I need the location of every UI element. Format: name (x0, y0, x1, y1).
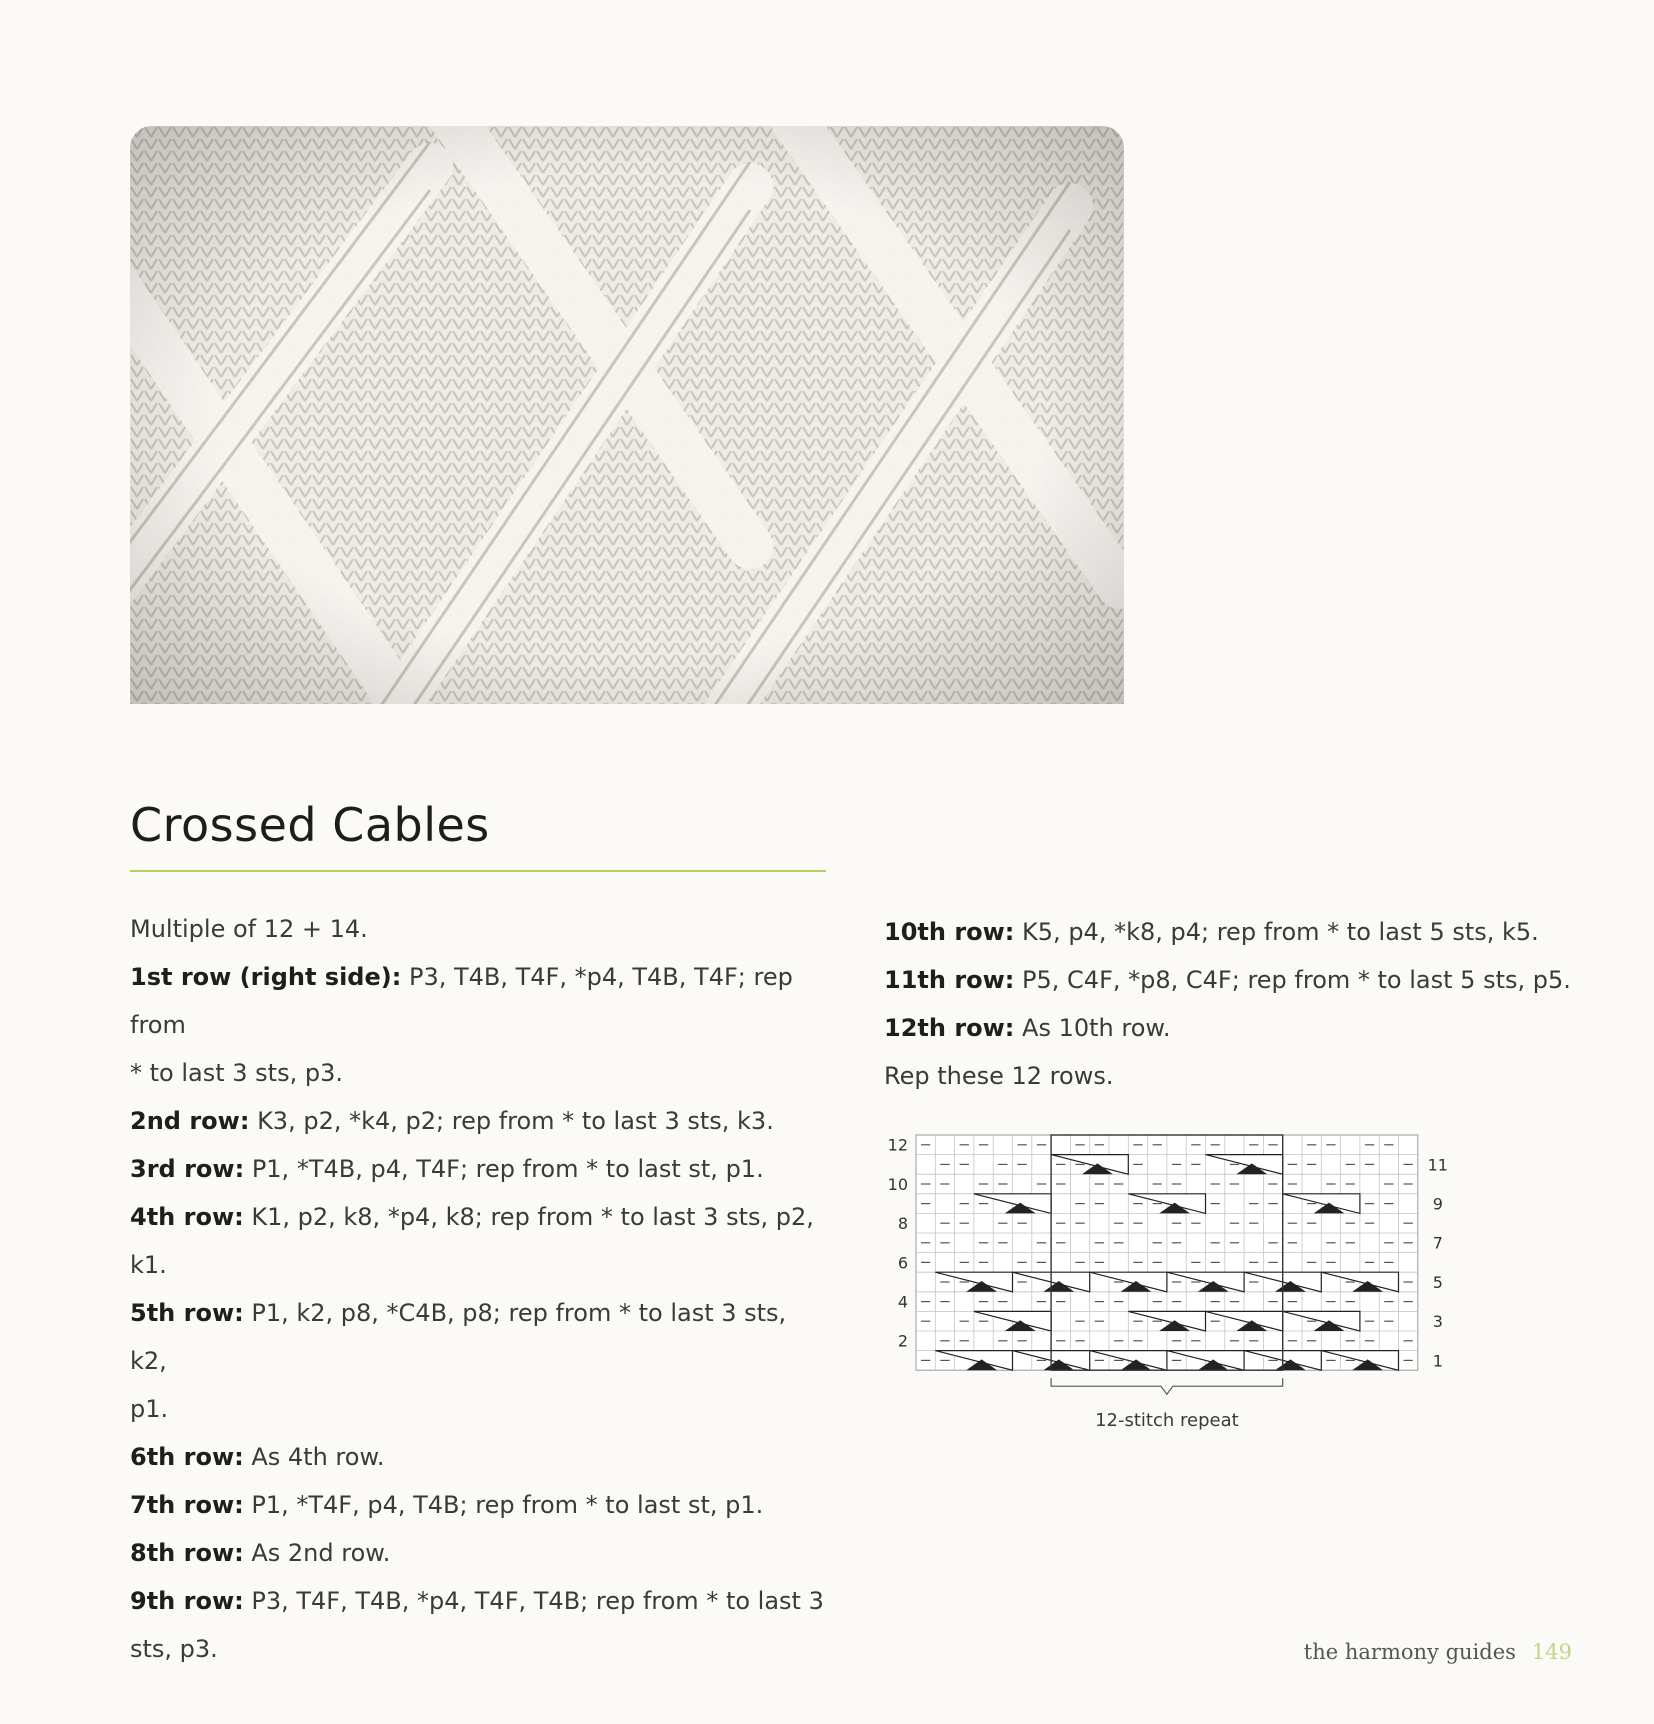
row-number-right: 9 (1432, 1194, 1443, 1214)
row-text: K1, p2, k8, *p4, k8; rep from * to last 3 sts, p2, (251, 1203, 814, 1231)
page-number: 149 (1531, 1640, 1572, 1664)
knitting-chart (878, 1125, 1478, 1455)
row-text: K5, p4, *k8, p4; rep from * to last 5 sts, k5. (1022, 918, 1539, 946)
row-6 (130, 1433, 830, 1481)
row-11 (884, 956, 1584, 1004)
row-3 (130, 1145, 830, 1193)
row-number-left: 4 (897, 1292, 908, 1312)
row-label: 6th row: (130, 1443, 244, 1471)
repeat-label: 12-stitch repeat (1095, 1410, 1239, 1432)
row-label: 12th row: (884, 1014, 1015, 1042)
row-9 (130, 1577, 830, 1625)
row-label: 1st row (right side): (130, 963, 402, 991)
row-1 (130, 953, 830, 1049)
row-number-right: 3 (1432, 1312, 1443, 1332)
row-5 (130, 1289, 830, 1385)
chart-svg (878, 1125, 1478, 1455)
row-number-left: 8 (897, 1214, 908, 1234)
row-1-cont: * to last 3 sts, p3. (130, 1059, 343, 1087)
row-label: 7th row: (130, 1491, 244, 1519)
row-8 (130, 1529, 830, 1577)
row-label: 9th row: (130, 1587, 244, 1615)
row-label: 4th row: (130, 1203, 244, 1231)
row-4 (130, 1193, 830, 1241)
row-number-right: 11 (1427, 1155, 1448, 1175)
repeat-instruction: Rep these 12 rows. (884, 1062, 1114, 1090)
row-12 (884, 1004, 1584, 1052)
row-text: As 10th row. (1022, 1014, 1171, 1042)
guide-name: the harmony guides (1303, 1640, 1516, 1664)
repeat-bracket (1051, 1378, 1283, 1394)
row-7 (130, 1481, 830, 1529)
row-9-cont: sts, p3. (130, 1635, 218, 1663)
row-text: P3, T4F, T4B, *p4, T4F, T4B; rep from * to last 3 (251, 1587, 824, 1615)
row-label: 3rd row: (130, 1155, 245, 1183)
row-number-left: 12 (887, 1135, 908, 1155)
row-number-right: 5 (1432, 1272, 1443, 1292)
row-label: 8th row: (130, 1539, 244, 1567)
knitted-cable-texture (130, 126, 1124, 704)
row-2 (130, 1097, 830, 1145)
instructions-right-column (884, 908, 1584, 1100)
row-4-cont: k1. (130, 1251, 167, 1279)
row-text: As 4th row. (251, 1443, 385, 1471)
row-text: P1, k2, p8, *C4B, p8; rep from * to last 3 sts, k2, (130, 1299, 787, 1375)
row-number-left: 2 (897, 1331, 908, 1351)
row-label: 5th row: (130, 1299, 244, 1327)
pattern-title: Crossed Cables (130, 798, 490, 852)
row-5-cont: p1. (130, 1395, 169, 1423)
row-text: K3, p2, *k4, p2; rep from * to last 3 sts, k3. (257, 1107, 774, 1135)
page-footer (1304, 1640, 1572, 1664)
row-10 (884, 908, 1584, 956)
row-text: P3, T4B, T4F, *p4, T4B, T4F; rep from (130, 963, 793, 1039)
title-underline (130, 870, 826, 872)
row-label: 11th row: (884, 966, 1015, 994)
row-text: P5, C4F, *p8, C4F; rep from * to last 5 sts, p5. (1022, 966, 1571, 994)
instructions-left-column (130, 905, 830, 1673)
row-label: 10th row: (884, 918, 1015, 946)
row-text: As 2nd row. (251, 1539, 391, 1567)
row-number-right: 7 (1432, 1233, 1443, 1253)
row-number-left: 10 (887, 1174, 908, 1194)
row-label: 2nd row: (130, 1107, 250, 1135)
row-text: P1, *T4B, p4, T4F; rep from * to last st, p1. (251, 1155, 764, 1183)
row-text: P1, *T4F, p4, T4B; rep from * to last st, p1. (251, 1491, 764, 1519)
stitch-swatch-photo (130, 126, 1124, 704)
row-number-left: 6 (897, 1253, 908, 1273)
stitch-multiple: Multiple of 12 + 14. (130, 915, 368, 943)
row-number-right: 1 (1432, 1351, 1443, 1371)
